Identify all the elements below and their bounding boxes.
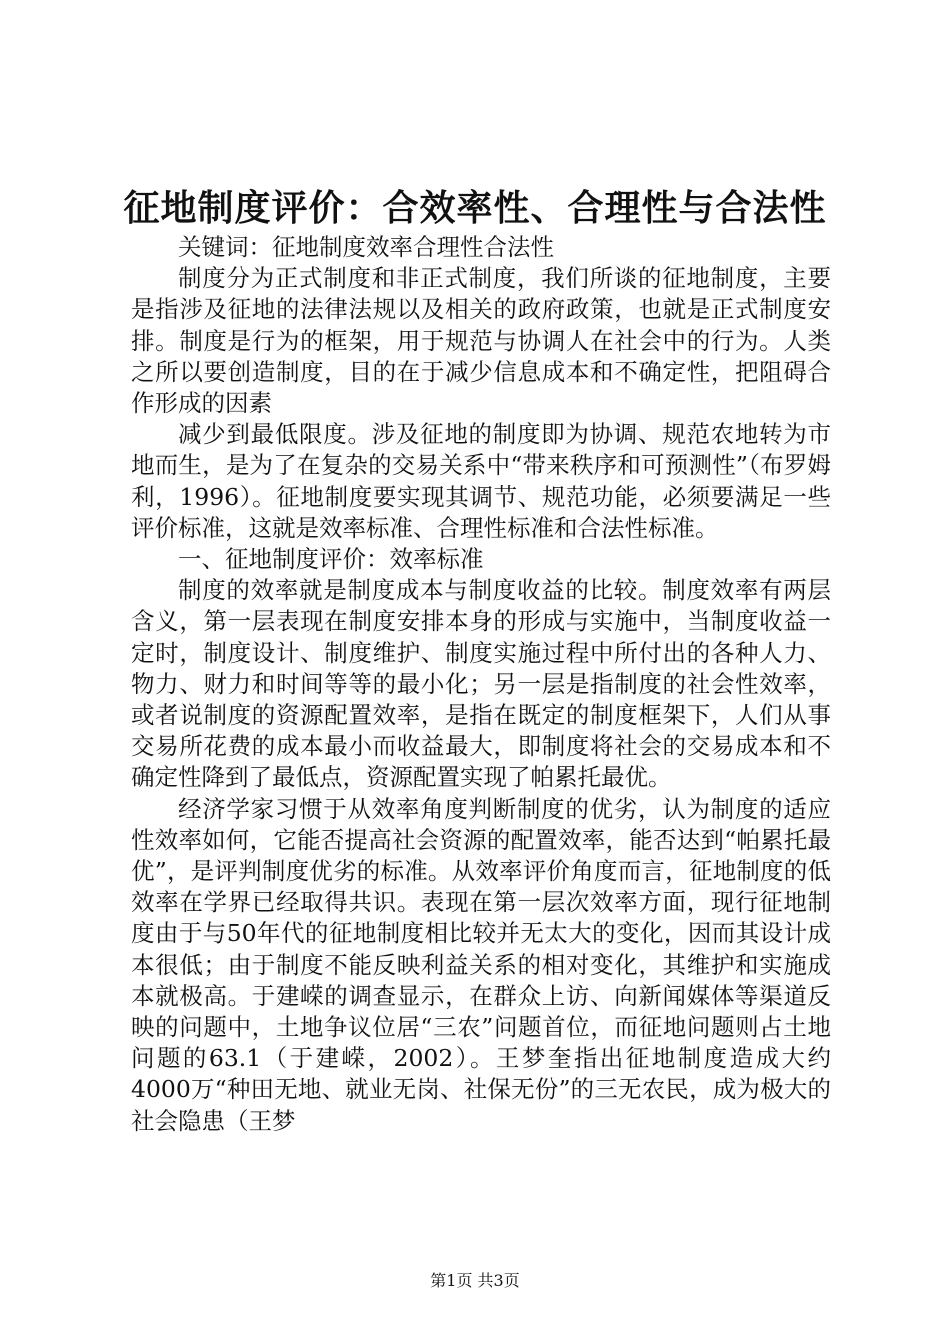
body-paragraph: 制度的效率就是制度成本与制度收益的比较。制度效率有两层含义，第一层表现在制度安排本身的形成与实施中，当制度收益一定时，制度设计、制度维护、制度实施过程中所付出的各种人力、物力、财力和时间等等的最小化；另一层是指制度的社会性效率，或者说制度的资源配置效率，是指在既定的制度框架下，人们从事交易所花费的成本最小而收益最大，即制度将社会的交易成本和不确定性降到了最低点，资源配置实现了帕累托最优。 <box>131 576 831 792</box>
body-paragraph: 制度分为正式制度和非正式制度，我们所谈的征地制度，主要是指涉及征地的法律法规以及相关的政府政策，也就是正式制度安排。制度是行为的框架，用于规范与协调人在社会中的行为。人类之所以要创造制度，目的在于减少信息成本和不确定性，把阻碍合作形成的因素 <box>131 264 831 418</box>
section-heading: 一、征地制度评价：效率标准 <box>178 545 484 574</box>
body-paragraph: 减少到最低限度。涉及征地的制度即为协调、规范农地转为市地而生，是为了在复杂的交易关系中“带来秩序和可预测性”（布罗姆利，1996）。征地制度要实现其调节、规范功能，必须要满足一些评价标准，这就是效率标准、合理性标准和合法性标准。 <box>131 420 831 542</box>
keywords-line: 关键词：征地制度效率合理性合法性 <box>178 233 554 261</box>
page-footer: 第1页 共3页 <box>430 1271 520 1290</box>
document-body <box>131 232 831 1137</box>
body-paragraph: 经济学家习惯于从效率角度判断制度的优劣，认为制度的适应性效率如何，它能否提高社会资源的配置效率，能否达到“帕累托最优”，是评判制度优劣的标准。从效率评价角度而言，征地制度的低效率在学界已经取得共识。表现在第一层次效率方面，现行征地制度由于与50年代的征地制度相比较并无太大的变化，因而其设计成本很低；由于制度不能反映利益关系的相对变化，其维护和实施成本就极高。于建嵘的调查显示，在群众上访、向新闻媒体等渠道反映的问题中，土地争议位居“三农”问题首位，而征地问题则占土地问题的63.1（于建嵘，2002）。王梦奎指出征地制度造成大约4000万“种田无地、就业无岗、社保无份”的三无农民，成为极大的社会隐患（王梦 <box>131 794 831 1135</box>
document-title: 征地制度评价：合效率性、合理性与合法性 <box>123 187 827 229</box>
